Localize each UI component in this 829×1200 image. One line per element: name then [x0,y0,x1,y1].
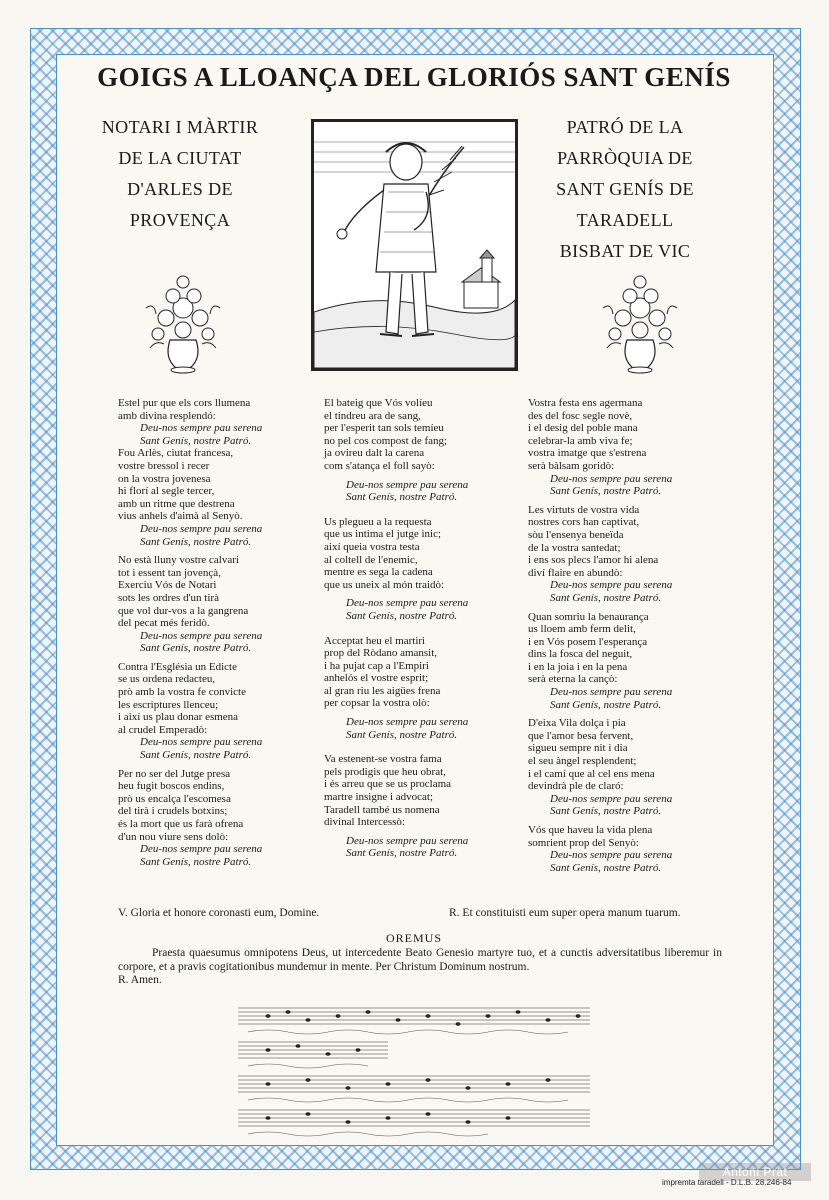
verse-line: martre insigne i advocat; [324,791,434,804]
verse-line: on la vostra jovenesa [118,472,211,485]
verse-line: serà eterna la cançò: [528,673,618,686]
refrain-line: Deu-nos sempre pau serena [550,579,673,592]
verse-line: que vol dur-vos a la gangrena [118,604,249,617]
refrain-line: Deu-nos sempre pau serena [346,597,469,610]
saint-engraving [311,119,518,371]
verse-line: Les virtuts de vostra vida [528,503,640,516]
verse-line: prò us encalça l'escomesa [118,792,231,805]
verse-line: i en Vós posem l'esperança [528,635,648,648]
verse-line: sòu l'ensenya beneïda [528,528,624,541]
verse-line: No està lluny vostre calvari [118,554,239,567]
left-heading-line: D'ARLES DE [127,179,233,199]
printer-imprint: impremta taradell - D.L.B. 28.246-84 [662,1178,792,1187]
verse-line: al gran riu les aigües frena [324,684,441,697]
watermark: Antoni Prat [699,1163,811,1181]
refrain-line: Deu-nos sempre pau serena [346,478,469,491]
refrain-line: Deu-nos sempre pau serena [550,472,673,485]
saint-engraving-icon [314,122,515,368]
verse-line: D'eixa Vila dolça i pia [528,717,626,730]
refrain-line: Deu-nos sempre pau serena [140,422,263,435]
verse-line: diví flaire en abundò: [528,566,623,579]
verse-line: sigueu sempre nit i dia [528,742,628,755]
verse-line: el tindreu ara de sang, [324,409,421,422]
verse-line: i ha pujat cap a l'Empiri [324,659,429,672]
refrain-line: Deu-nos sempre pau serena [140,629,263,642]
verse-line: d'un nou viure sens dolò: [118,830,229,843]
verse-line: no pel cos compost de fang; [324,434,448,447]
refrain-line: Deu-nos sempre pau serena [140,843,263,856]
verse-line: Estel pur que els cors llumena [118,397,251,409]
verse-line: del tirà i crudels botxins; [118,805,228,818]
refrain-line: Sant Genís, nostre Patró. [550,591,662,604]
verse-line: Acceptat heu el martiri [324,634,426,647]
refrain-line: Sant Genís, nostre Patró. [346,847,458,860]
verse-line: Vós que haveu la vida plena [528,824,653,836]
verse-line: somrient prop del Senyò: [528,836,639,849]
refrain-line: Deu-nos sempre pau serena [140,522,263,535]
refrain-line: Deu-nos sempre pau serena [550,849,673,862]
music-score [228,998,600,1148]
refrain-line: Sant Genís, nostre Patró. [346,728,458,741]
refrain-line: Deu-nos sempre pau serena [550,792,673,805]
verse-line: Contra l'Església un Edicte [118,660,237,673]
right-heading-line: TARADELL [576,210,674,230]
refrain-line: Deu-nos sempre pau serena [140,736,263,749]
verse-line: i el desig del poble mana [528,422,638,435]
refrain-line: Sant Genís, nostre Patró. [140,855,252,868]
versicle: V. Gloria et honore coronasti eum, Domine. [118,907,320,919]
page-title: GOIGS A LLOANÇA DEL GLORIÓS SANT GENÍS [97,62,731,92]
left-heading-line: DE LA CIUTAT [118,148,242,168]
verse-line: Quan somriu la benaurança [528,610,649,623]
verse-line: per copsar la vostra olò: [324,697,430,710]
verse-line: i així us plau donar esmena [118,711,239,724]
response: R. Et constituisti eum super opera manum tuarum. [449,907,681,919]
flower-bouquet-icon [597,268,683,376]
verse-line: sots les ordres d'un tirà [118,591,219,604]
verse-line: les escriptures llenceu; [118,698,219,711]
verse-line: i ens sos plecs l'amor hi alena [528,554,659,567]
refrain-line: Sant Genís, nostre Patró. [140,642,252,655]
right-heading-line: BISBAT DE VIC [559,241,691,261]
refrain-line: Sant Genís, nostre Patró. [550,485,662,498]
verse-line: prop del Ròdano amansit, [324,647,438,660]
verse-line: El bateig que Vós volíeu [324,397,433,409]
refrain-line: Deu-nos sempre pau serena [346,716,469,729]
verse-line: anhelós el vostre esprit; [324,672,429,685]
verse-line: amb un ritme que destrena [118,497,235,510]
verse-line: mentre es sega la cadena [324,566,433,579]
verse-line: i el camí que al cel ens mena [528,767,655,780]
verse-line: devindrà ple de claró: [528,780,624,793]
verse-line: i en la joia i en la pena [528,660,628,673]
verse-column-2 [324,397,514,860]
amen-text: R. Amen. [118,974,162,986]
verse-line: per l'esperit tan sols temíeu [324,422,444,435]
verse-line: al crudel Emperadò: [118,723,208,736]
verse-line: com s'atança el foll sayò: [324,459,435,472]
verse-line: des del fosc segle novè, [528,409,633,422]
verse-line: Per no ser del Jutge presa [118,767,231,780]
verse-line: us lloem amb ferm delit, [528,623,636,636]
verse-line: prò amb la vostra fe convicte [118,686,246,699]
verse-line: se us ordena redacteu, [118,673,216,686]
verse-line: heu fugit boscos endins, [118,780,225,793]
right-heading [525,112,725,267]
right-heading-line: SANT GENÍS DE [556,179,694,199]
verse-line: pels prodigis que heu obrat, [324,765,446,778]
refrain-line: Sant Genís, nostre Patró. [140,749,252,762]
verse-line: vostra imatge que s'estrena [528,447,647,460]
verse-line: i és arreu que se us proclama [324,778,452,791]
verse-line: vius anhels d'aimà al Senyò. [118,510,243,523]
verse-column-3 [528,397,728,874]
verse-line: celebrar-la amb viva fe; [528,434,633,447]
verse-line: Us plegueu a la requesta [324,515,432,528]
verse-line: així queia vostra testa [324,540,420,553]
staff-lines [238,1008,590,1126]
verse-line: que l'amor besa fervent, [528,729,634,742]
refrain-line: Sant Genís, nostre Patró. [550,805,662,818]
refrain-line: Sant Genís, nostre Patró. [346,491,458,504]
right-heading-line: PARRÒQUIA DE [557,148,693,168]
verse-line: nostres cors han captivat, [528,516,640,529]
verse-line: amb divina resplendó: [118,409,216,422]
refrain-line: Sant Genís, nostre Patró. [140,434,252,447]
verse-line: Taradell també us nomena [324,803,440,816]
verse-column-1 [118,397,308,868]
verse-line: del pecat més feridò. [118,617,210,630]
verse-line: Exerciu Vós de Notari [118,579,217,592]
left-heading-line: PROVENÇA [129,210,231,230]
verse-line: serà bàlsam goridò: [528,459,615,472]
verse-line: al coltell de l'enemic, [324,553,418,566]
flower-bouquet-icon [140,268,226,376]
refrain-line: Sant Genís, nostre Patró. [346,609,458,622]
verse-line: de la vostra santedat; [528,541,621,554]
verse-line: que us intima el jutge inic; [324,528,442,541]
right-heading-line: PATRÓ DE LA [566,117,684,137]
verse-line: que us uneix al món traidò: [324,578,445,591]
verse-line: tot i essent tan jovençà, [118,566,221,579]
verse-line: Vostra festa ens agermana [528,397,643,409]
verse-line: és la mort que us farà ofrena [118,818,244,830]
verse-line: divinal Intercessò: [324,816,405,829]
verse-line: Va estenent-se vostra fama [324,753,442,766]
left-heading [80,112,280,236]
verse-line: vostre bressol i recer [118,459,210,472]
refrain-line: Sant Genís, nostre Patró. [550,698,662,711]
prayer-text: Praesta quaesumus omnipotens Deus, ut intercedente Beato Genesio martyre tuo, et a cunctis adversitatibus liberemur in corpore, et a pravis cogitationibus mundemur in mente. Per Christum Dominum nostrum. [118,947,722,973]
verse-line: el seu àngel resplendent; [528,755,637,768]
verse-line: Fou Arlès, ciutat francesa, [118,447,234,460]
verse-line: hi florí al segle tercer, [118,485,215,498]
verse-line: dins la fosca del neguit, [528,648,633,661]
music-notes [266,1010,581,1124]
left-heading-line: NOTARI I MÀRTIR [101,117,259,137]
refrain-line: Deu-nos sempre pau serena [550,686,673,699]
refrain-line: Sant Genís, nostre Patró. [550,861,662,874]
refrain-line: Sant Genís, nostre Patró. [140,535,252,548]
verse-line: ja ovireu dalt la carena [324,447,425,460]
refrain-line: Deu-nos sempre pau serena [346,834,469,847]
oremus-heading: OREMUS [385,931,442,945]
